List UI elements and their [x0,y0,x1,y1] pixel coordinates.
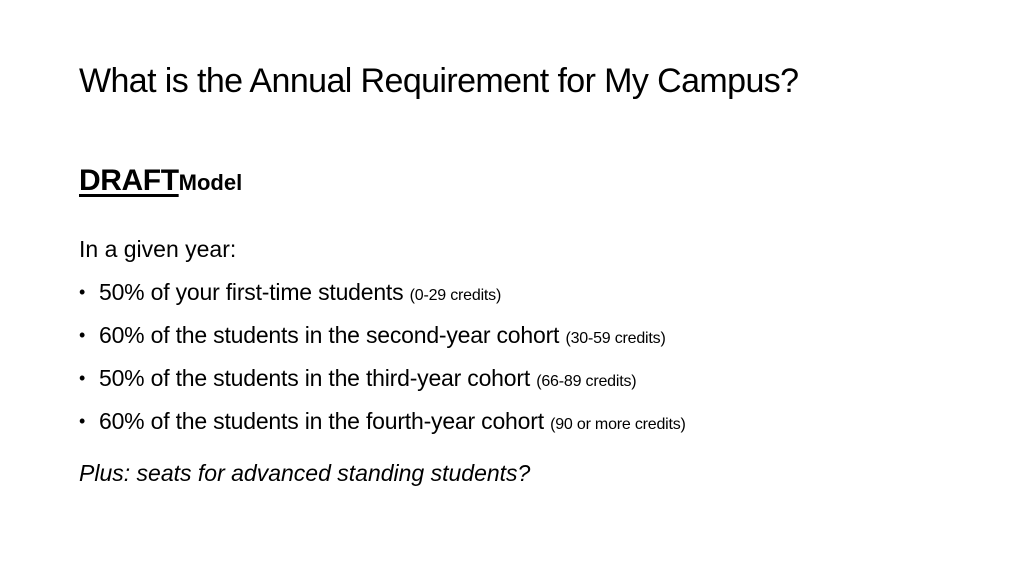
list-item [79,271,979,314]
bullet-note: (30-59 credits) [565,330,666,347]
bullet-text: 50% of the students in the third-year cohort [99,365,531,391]
bullet-text: 60% of the students in the fourth-year cohort [99,408,544,434]
draft-model-heading [79,164,242,198]
list-item [79,314,979,357]
bullet-note: (66-89 credits) [536,373,637,390]
bullet-text: 50% of your first-time students [99,279,404,305]
requirement-list [79,271,979,443]
bullet-icon: • [79,325,86,345]
bullet-note: (90 or more credits) [550,416,686,433]
footer-question: Plus: seats for advanced standing students? [79,460,531,486]
draft-label: DRAFT [79,164,179,197]
bullet-text: 60% of the students in the second-year cohort [99,322,560,348]
model-label: Model [178,170,243,195]
list-item [79,400,979,443]
bullet-icon: • [79,411,86,431]
bullet-note: (0-29 credits) [409,287,502,304]
slide-body [79,236,979,443]
slide-title: What is the Annual Requirement for My Campus? [79,62,799,100]
bullet-icon: • [79,282,86,302]
intro-text: In a given year: [79,236,237,262]
bullet-icon: • [79,368,86,388]
list-item [79,357,979,400]
